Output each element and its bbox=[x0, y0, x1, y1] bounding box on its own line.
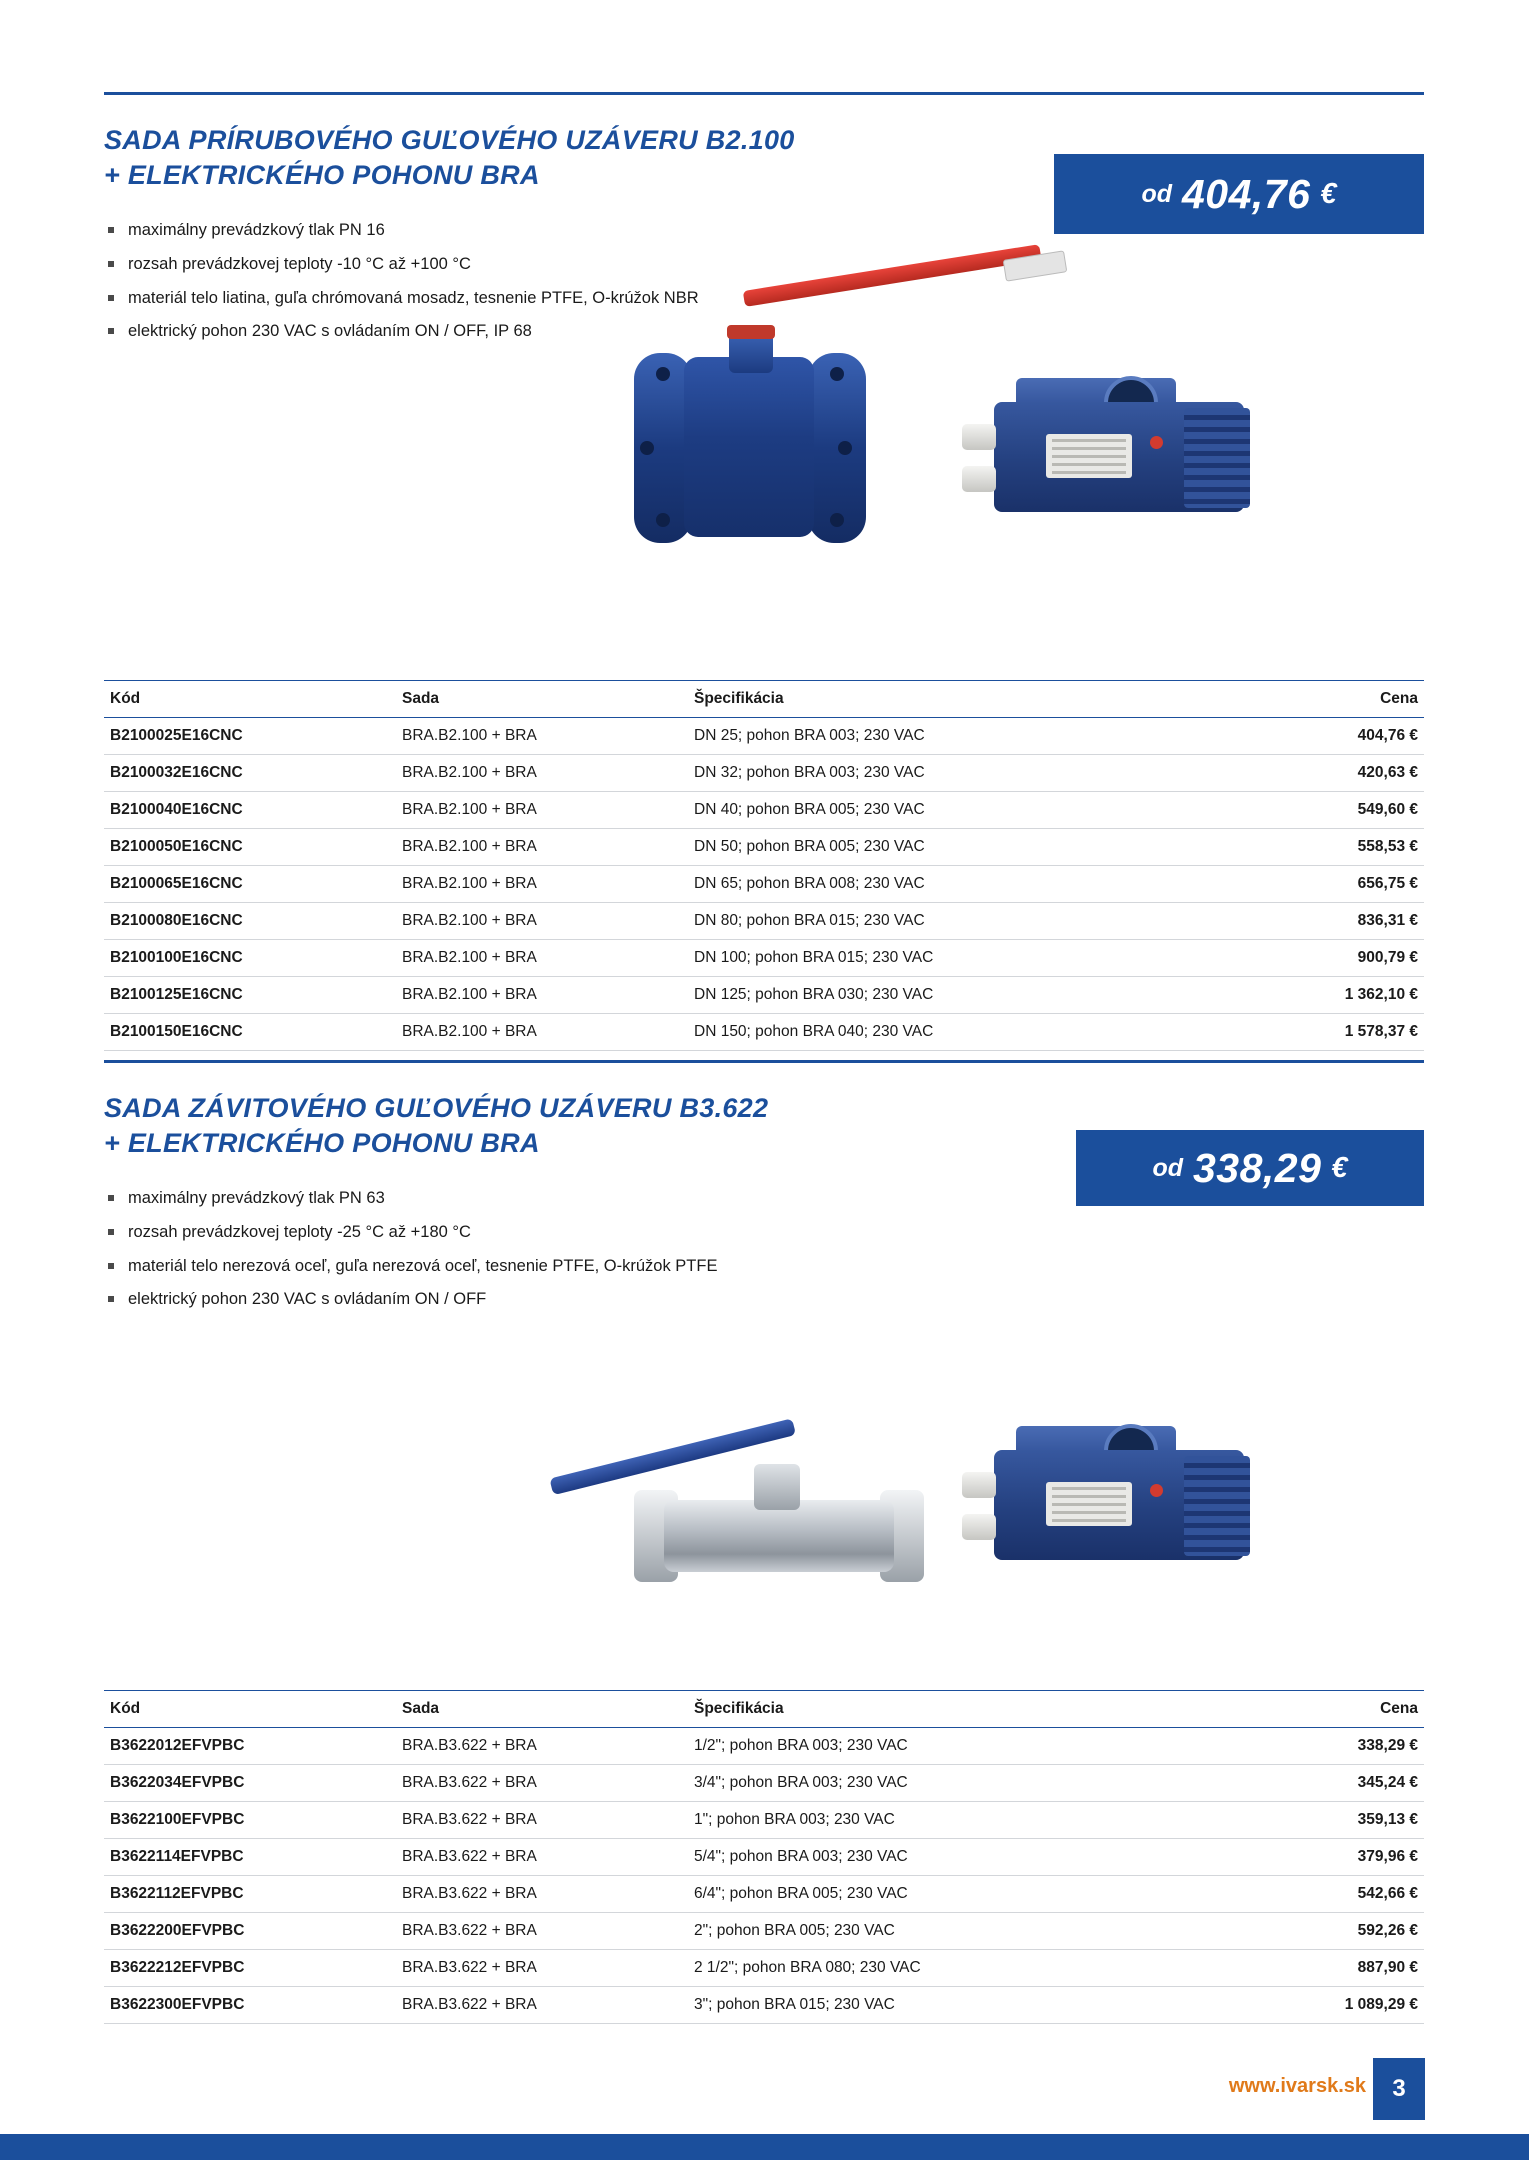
cell-code: B2100125E16CNC bbox=[104, 977, 396, 1014]
table-row bbox=[104, 1802, 1424, 1839]
table-row bbox=[104, 940, 1424, 977]
cell-spec: 6/4"; pohon BRA 005; 230 VAC bbox=[688, 1876, 1242, 1913]
price-prefix: od bbox=[1152, 1153, 1183, 1182]
section-title-line1: SADA ZÁVITOVÉHO GUĽOVÉHO UZÁVERU B3.622 bbox=[104, 1093, 769, 1123]
cell-set: BRA.B2.100 + BRA bbox=[396, 1014, 688, 1051]
table-row bbox=[104, 866, 1424, 903]
cell-code: B3622114EFVPBC bbox=[104, 1839, 396, 1876]
cell-price: 549,60 € bbox=[1242, 792, 1424, 829]
cell-code: B2100050E16CNC bbox=[104, 829, 396, 866]
table-row bbox=[104, 718, 1424, 755]
table-row bbox=[104, 977, 1424, 1014]
cell-price: 558,53 € bbox=[1242, 829, 1424, 866]
cell-price: 542,66 € bbox=[1242, 1876, 1424, 1913]
cell-spec: DN 65; pohon BRA 008; 230 VAC bbox=[688, 866, 1242, 903]
product-image-flanged-valve-actuator bbox=[484, 267, 1384, 597]
section-title-line1: SADA PRÍRUBOVÉHO GUĽOVÉHO UZÁVERU B2.100 bbox=[104, 125, 795, 155]
cable-gland-top bbox=[962, 424, 996, 450]
product-table-b2100 bbox=[104, 680, 1424, 1051]
cell-price: 404,76 € bbox=[1242, 718, 1424, 755]
list-item: elektrický pohon 230 VAC s ovládaním ON / OFF, IP 68 bbox=[104, 319, 744, 344]
product-table-b3622 bbox=[104, 1690, 1424, 2024]
table-row bbox=[104, 792, 1424, 829]
table-row bbox=[104, 903, 1424, 940]
cell-set: BRA.B2.100 + BRA bbox=[396, 977, 688, 1014]
cell-code: B3622100EFVPBC bbox=[104, 1802, 396, 1839]
list-item: rozsah prevádzkovej teploty -10 °C až +100 °C bbox=[104, 252, 744, 277]
cell-spec: 3/4"; pohon BRA 003; 230 VAC bbox=[688, 1765, 1242, 1802]
cell-code: B3622112EFVPBC bbox=[104, 1876, 396, 1913]
column-header-spec: Špecifikácia bbox=[688, 1691, 1242, 1728]
page-number: 3 bbox=[1373, 2058, 1425, 2120]
cell-set: BRA.B2.100 + BRA bbox=[396, 792, 688, 829]
column-header-code: Kód bbox=[104, 681, 396, 718]
list-item: elektrický pohon 230 VAC s ovládaním ON / OFF bbox=[104, 1287, 744, 1312]
valve-body bbox=[664, 1500, 894, 1572]
valve-stem bbox=[754, 1464, 800, 1510]
cell-spec: DN 125; pohon BRA 030; 230 VAC bbox=[688, 977, 1242, 1014]
section-divider-top bbox=[104, 92, 1424, 95]
cell-price: 900,79 € bbox=[1242, 940, 1424, 977]
valve-body bbox=[684, 357, 814, 537]
price-prefix: od bbox=[1141, 179, 1172, 208]
cell-spec: 2"; pohon BRA 005; 230 VAC bbox=[688, 1913, 1242, 1950]
cell-set: BRA.B2.100 + BRA bbox=[396, 940, 688, 977]
cell-spec: 3"; pohon BRA 015; 230 VAC bbox=[688, 1987, 1242, 2024]
cell-set: BRA.B3.622 + BRA bbox=[396, 1987, 688, 2024]
table-row bbox=[104, 1987, 1424, 2024]
feature-list-b3622 bbox=[104, 1186, 744, 1312]
table-header-row bbox=[104, 1691, 1424, 1728]
actuator-fins bbox=[1184, 408, 1250, 508]
cell-set: BRA.B3.622 + BRA bbox=[396, 1950, 688, 1987]
cell-price: 1 578,37 € bbox=[1242, 1014, 1424, 1051]
electric-actuator-graphic bbox=[954, 362, 1284, 562]
table-row bbox=[104, 1765, 1424, 1802]
valve-cap bbox=[727, 325, 775, 339]
table-row bbox=[104, 1950, 1424, 1987]
cell-spec: 2 1/2"; pohon BRA 080; 230 VAC bbox=[688, 1950, 1242, 1987]
section-title-line2: + ELEKTRICKÉHO POHONU BRA bbox=[104, 1127, 540, 1158]
cell-code: B3622012EFVPBC bbox=[104, 1728, 396, 1765]
cell-set: BRA.B3.622 + BRA bbox=[396, 1876, 688, 1913]
cell-price: 338,29 € bbox=[1242, 1728, 1424, 1765]
cell-code: B3622212EFVPBC bbox=[104, 1950, 396, 1987]
cell-spec: DN 25; pohon BRA 003; 230 VAC bbox=[688, 718, 1242, 755]
price-badge-b2100 bbox=[1054, 154, 1424, 234]
cell-set: BRA.B2.100 + BRA bbox=[396, 829, 688, 866]
cell-code: B2100100E16CNC bbox=[104, 940, 396, 977]
footer-bar bbox=[0, 2134, 1529, 2160]
cell-price: 379,96 € bbox=[1242, 1839, 1424, 1876]
list-item: materiál telo liatina, guľa chrómovaná mosadz, tesnenie PTFE, O-krúžok NBR bbox=[104, 286, 744, 311]
cell-price: 1 362,10 € bbox=[1242, 977, 1424, 1014]
electric-actuator-graphic bbox=[954, 1410, 1284, 1610]
price-badge-b3622 bbox=[1076, 1130, 1424, 1206]
cell-set: BRA.B2.100 + BRA bbox=[396, 903, 688, 940]
cell-set: BRA.B3.622 + BRA bbox=[396, 1913, 688, 1950]
cell-code: B2100032E16CNC bbox=[104, 755, 396, 792]
flange-disc-right bbox=[808, 353, 866, 543]
cell-spec: DN 32; pohon BRA 003; 230 VAC bbox=[688, 755, 1242, 792]
price-currency: € bbox=[1320, 177, 1337, 210]
threaded-ball-valve-graphic bbox=[564, 1390, 964, 1620]
cell-code: B3622200EFVPBC bbox=[104, 1913, 396, 1950]
cell-price: 359,13 € bbox=[1242, 1802, 1424, 1839]
section-title-line2: + ELEKTRICKÉHO POHONU BRA bbox=[104, 159, 540, 190]
table-row bbox=[104, 1728, 1424, 1765]
table-row bbox=[104, 755, 1424, 792]
product-image-threaded-valve-actuator bbox=[504, 1330, 1384, 1650]
actuator-fins bbox=[1184, 1456, 1250, 1556]
cell-set: BRA.B2.100 + BRA bbox=[396, 718, 688, 755]
list-item: maximálny prevádzkový tlak PN 63 bbox=[104, 1186, 744, 1211]
cell-set: BRA.B2.100 + BRA bbox=[396, 866, 688, 903]
cell-price: 345,24 € bbox=[1242, 1765, 1424, 1802]
actuator-label bbox=[1046, 1482, 1132, 1526]
column-header-spec: Špecifikácia bbox=[688, 681, 1242, 718]
cell-spec: DN 80; pohon BRA 015; 230 VAC bbox=[688, 903, 1242, 940]
list-item: rozsah prevádzkovej teploty -25 °C až +180 °C bbox=[104, 1220, 744, 1245]
cell-spec: DN 40; pohon BRA 005; 230 VAC bbox=[688, 792, 1242, 829]
table-row bbox=[104, 829, 1424, 866]
table-row bbox=[104, 1913, 1424, 1950]
table-header-row bbox=[104, 681, 1424, 718]
actuator-button bbox=[1150, 436, 1163, 449]
cell-set: BRA.B2.100 + BRA bbox=[396, 755, 688, 792]
cable-gland-bottom bbox=[962, 466, 996, 492]
valve-neck bbox=[729, 333, 773, 373]
table-row bbox=[104, 1876, 1424, 1913]
cable-gland-top bbox=[962, 1472, 996, 1498]
section-divider-top bbox=[104, 1060, 1424, 1063]
cell-code: B2100080E16CNC bbox=[104, 903, 396, 940]
cell-spec: 1"; pohon BRA 003; 230 VAC bbox=[688, 1802, 1242, 1839]
product-section-b2100 bbox=[104, 92, 1424, 353]
price-value: 404,76 bbox=[1182, 170, 1311, 217]
cell-price: 592,26 € bbox=[1242, 1913, 1424, 1950]
actuator-label bbox=[1046, 434, 1132, 478]
cell-spec: DN 50; pohon BRA 005; 230 VAC bbox=[688, 829, 1242, 866]
cell-price: 1 089,29 € bbox=[1242, 1987, 1424, 2024]
cell-price: 836,31 € bbox=[1242, 903, 1424, 940]
table-row bbox=[104, 1014, 1424, 1051]
cell-code: B2100065E16CNC bbox=[104, 866, 396, 903]
cell-spec: 1/2"; pohon BRA 003; 230 VAC bbox=[688, 1728, 1242, 1765]
column-header-code: Kód bbox=[104, 1691, 396, 1728]
cell-price: 887,90 € bbox=[1242, 1950, 1424, 1987]
cell-code: B2100025E16CNC bbox=[104, 718, 396, 755]
cell-spec: DN 100; pohon BRA 015; 230 VAC bbox=[688, 940, 1242, 977]
cable-gland-bottom bbox=[962, 1514, 996, 1540]
list-item: maximálny prevádzkový tlak PN 16 bbox=[104, 218, 744, 243]
cell-set: BRA.B3.622 + BRA bbox=[396, 1765, 688, 1802]
flanged-ball-valve-graphic bbox=[584, 327, 924, 557]
table-row bbox=[104, 1839, 1424, 1876]
price-value: 338,29 bbox=[1193, 1144, 1322, 1191]
valve-lever-handle bbox=[743, 244, 1042, 307]
actuator-button bbox=[1150, 1484, 1163, 1497]
cell-code: B2100150E16CNC bbox=[104, 1014, 396, 1051]
cell-code: B3622300EFVPBC bbox=[104, 1987, 396, 2024]
price-currency: € bbox=[1331, 1151, 1348, 1184]
cell-code: B2100040E16CNC bbox=[104, 792, 396, 829]
cell-spec: 5/4"; pohon BRA 003; 230 VAC bbox=[688, 1839, 1242, 1876]
cell-price: 656,75 € bbox=[1242, 866, 1424, 903]
cell-set: BRA.B3.622 + BRA bbox=[396, 1839, 688, 1876]
column-header-price: Cena bbox=[1242, 1691, 1424, 1728]
footer-website-url[interactable]: www.ivarsk.sk bbox=[1228, 2075, 1366, 2097]
cell-price: 420,63 € bbox=[1242, 755, 1424, 792]
column-header-price: Cena bbox=[1242, 681, 1424, 718]
list-item: materiál telo nerezová oceľ, guľa nerezová oceľ, tesnenie PTFE, O-krúžok PTFE bbox=[104, 1254, 744, 1279]
cell-set: BRA.B3.622 + BRA bbox=[396, 1728, 688, 1765]
product-section-b3622 bbox=[104, 1060, 1424, 1321]
column-header-set: Sada bbox=[396, 1691, 688, 1728]
column-header-set: Sada bbox=[396, 681, 688, 718]
cell-spec: DN 150; pohon BRA 040; 230 VAC bbox=[688, 1014, 1242, 1051]
cell-set: BRA.B3.622 + BRA bbox=[396, 1802, 688, 1839]
cell-code: B3622034EFVPBC bbox=[104, 1765, 396, 1802]
